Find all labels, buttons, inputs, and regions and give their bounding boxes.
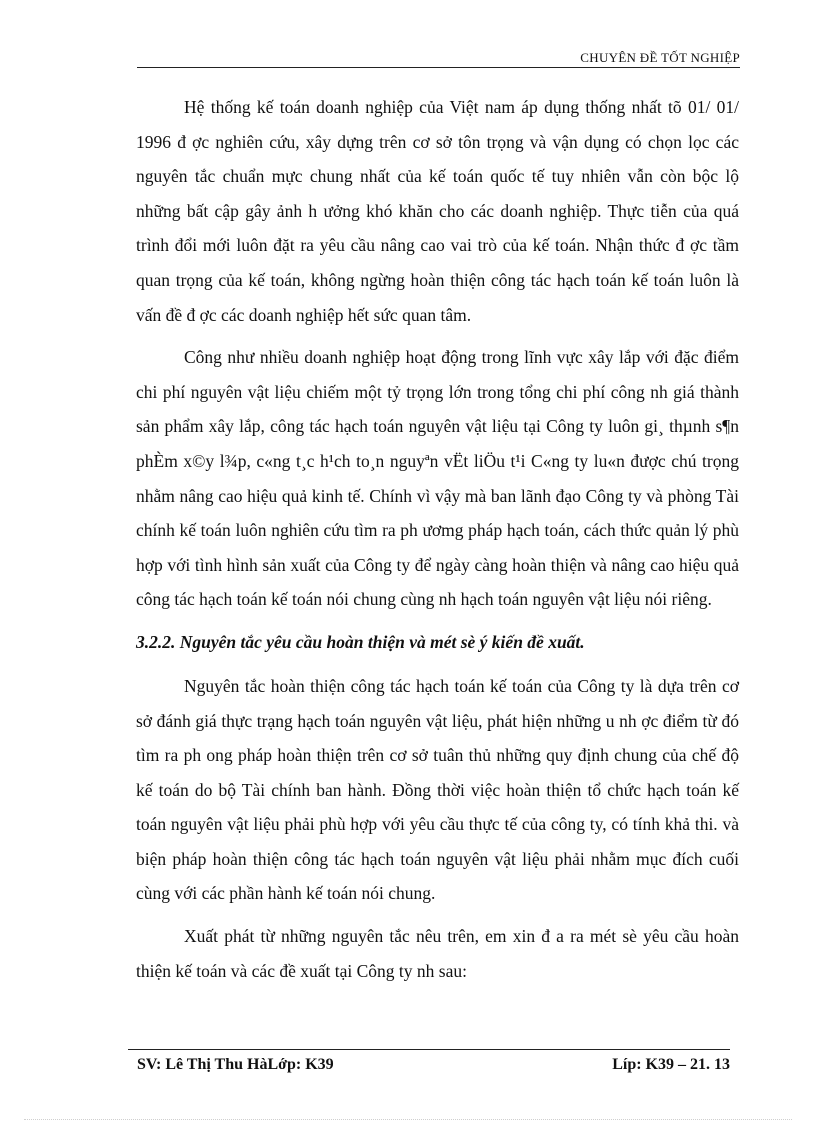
footer-class: Líp: K39 – 21. 13 [612, 1056, 730, 1073]
footer-divider [128, 1049, 730, 1050]
header-divider [137, 67, 740, 68]
paragraph-3: Nguyên tắc hoàn thiện công tác hạch toán kế toán của Công ty là dựa trên cơ sở đánh giá thực trạng hạch toán nguyên vật liệu, phát hiện những u nh ợc điểm từ đó tìm ra ph ong pháp hoàn thiện trên cơ sở tuân thủ những quy định chung của chế độ kế toán do bộ Tài chính ban hành. Đồng thời việc hoàn thiện tổ chức hạch toán kế toán nguyên vật liệu phải phù hợp với yêu cầu thực tế của công ty, có tính khả thi. và biện pháp hoàn thiện công tác hạch toán nguyên vật liệu phải nhằm mục đích cuối cùng với các phần hành kế toán nói chung. [136, 675, 739, 904]
paragraph-4: Xuất phát từ những nguyên tắc nêu trên, em xin đ a ra mét sè yêu cầu hoàn thiện kế toán và các đề xuất tại Công ty nh sau: [136, 926, 739, 981]
paragraph-1: Hệ thống kế toán doanh nghiệp của Việt nam áp dụng thống nhất tõ 01/ 01/ 1996 đ ợc nghiên cứu, xây dựng trên cơ sở tôn trọng và vận dụng có chọn lọc các nguyên tắc chuẩn mực chung nhất của kế toán quốc tế tuy nhiên vẫn còn bộc lộ những bất cập gây ảnh h ưởng khó khăn cho các doanh nghiệp. Thực tiễn của quá trình đổi mới luôn đặt ra yêu cầu nâng cao vai trò của kế toán. Nhận thức đ ợc tầm quan trọng của kế toán, không ngừng hoàn thiện công tác hạch toán kế toán luôn là vấn đề đ ợc các doanh nghiệp hết sức quan tâm. [136, 97, 739, 325]
header-title: CHUYÊN ĐỀ TỐT NGHIỆP [580, 50, 740, 65]
section-heading: 3.2.2. Nguyên tắc yêu cầu hoàn thiện và mét sè ý kiến đề xuất. [136, 631, 585, 652]
page-edge [24, 1119, 792, 1120]
paragraph-2: Công như nhiều doanh nghiệp hoạt động trong lĩnh vực xây lắp với đặc điểm chi phí nguyên vật liệu chiếm một tỷ trọng lớn trong tổng chi phí công nh giá thành sản phẩm xây lắp, công tác hạch toán nguyên vật liệu tại Công ty luôn gi¸ thµnh s¶n phÈm x©y l¾p, c«ng t¸c h¹ch to¸n nguyªn vËt liÖu t¹i C«ng ty lu«n được chú trọng nhằm nâng cao hiệu quả kinh tế. Chính vì vậy mà ban lãnh đạo Công ty và phòng Tài chính kế toán luôn nghiên cứu tìm ra ph ươmg pháp hạch toán, cách thức quản lý phù hợp với tình hình sản xuất của Công ty để ngày càng hoàn thiện và nâng cao hiệu quả công tác hạch toán kế toán nói chung cùng nh hạch toán nguyên vật liệu nói riêng. [136, 347, 739, 610]
document-body [136, 90, 739, 996]
footer-student: SV: Lê Thị Thu HàLớp: K39 [137, 1056, 334, 1073]
